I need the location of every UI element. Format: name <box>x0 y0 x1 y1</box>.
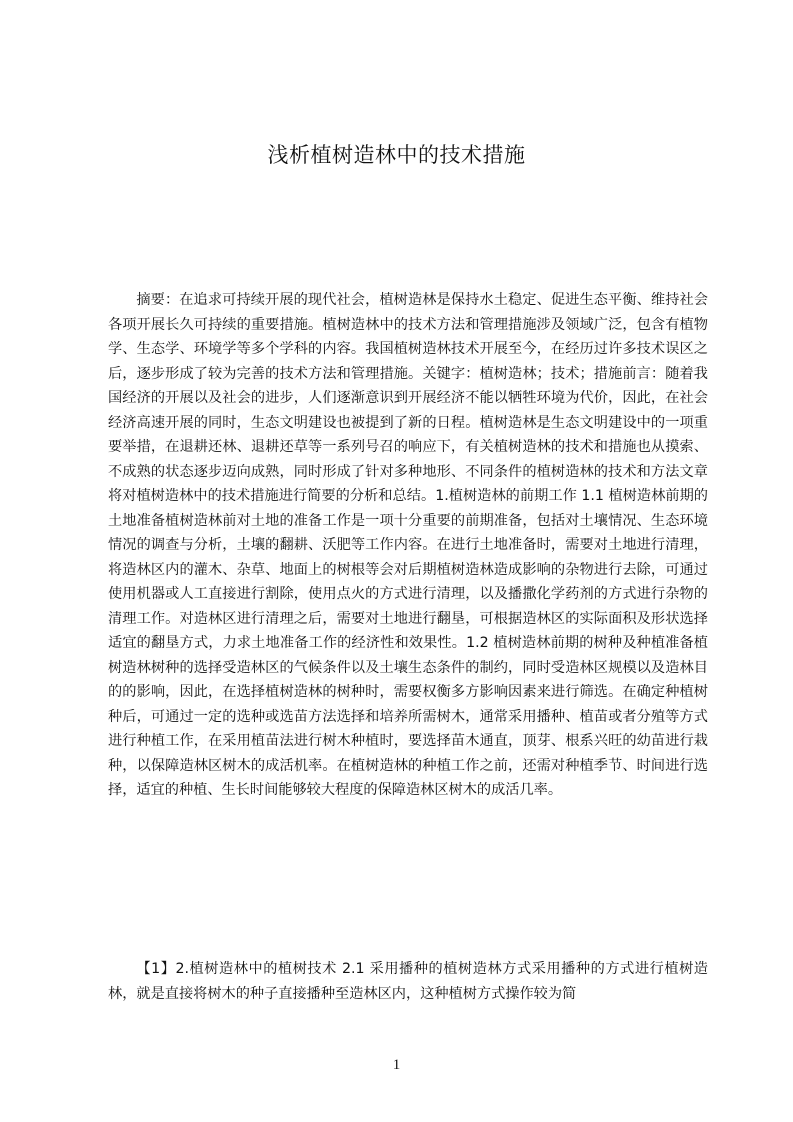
document-title: 浅析植树造林中的技术措施 <box>267 143 526 167</box>
abstract-paragraph: 摘要：在追求可持续开展的现代社会，植树造林是保持水土稳定、促进生态平衡、维持社会各项开展长久可持续的重要措施。植树造林中的技术方法和管理措施涉及领域广泛，包含有植物学、生态学、环境学等多个学科的内容。我国植树造林技术开展至今，在经历过许多技术误区之后，逐步形成了较为完善的技术方法和管理措施。关键字：植树造林；技术；措施前言：随着我国经济的开展以及社会的进步，人们逐渐意识到开展经济不能以牺牲环境为代价，因此，在社会经济高速开展的同时，生态文明建设也被提到了新的日程。植树造林是生态文明建设中的一项重要举措，在退耕还林、退耕还草等一系列号召的响应下，有关植树造林的技术和措施也从摸索、不成熟的状态逐步迈向成熟，同时形成了针对多种地形、不同条件的植树造林的技术和方法文章将对植树造林中的技术措施进行简要的分析和总结。1.植树造林的前期工作 1.1 植树造林前期的土地准备植树造林前对土地的准备工作是一项十分重要的前期准备，包括对土壤情况、生态环境情况的调查与分析，土壤的翻耕、沃肥等工作内容。在进行土地准备时，需要对土地进行清理，将造林区内的灌木、杂草、地面上的树根等会对后期植树造林造成影响的杂物进行去除，可通过使用机器或人工直接进行割除，使用点火的方式进行清理，以及播撒化学药剂的方式进行杂物的清理工作。对造林区进行清理之后，需要对土地进行翻垦，可根据造林区的实际面积及形状选择适宜的翻垦方式，力求土地准备工作的经济性和效果性。1.2 植树造林前期的树种及种植准备植树造林树种的选择受造林区的气候条件以及土壤生态条件的制约，同时受造林区规模以及造林目的的影响，因此，在选择植树造林的树种时，需要权衡多方影响因素来进行筛选。在确定种植树种后，可通过一定的选种或选苗方法选择和培养所需树木，通常采用播种、植苗或者分殖等方式进行种植工作，在采用植苗法进行树木种植时，要选择苗木通直，顶芽、根系兴旺的幼苗进行栽种，以保障造林区树木的成活机率。在植树造林的种植工作之前，还需对种植季节、时间进行选择，适宜的种植、生长时间能够较大程度的保障造林区树木的成活几率。 <box>108 292 708 798</box>
page-number: 1 <box>392 1057 401 1073</box>
body-paragraph: 【1】2.植树造林中的植树技术 2.1 采用播种的植树造林方式采用播种的方式进行植树造林，就是直接将树木的种子直接播种至造林区内，这种植树方式操作较为简 <box>108 961 708 1002</box>
